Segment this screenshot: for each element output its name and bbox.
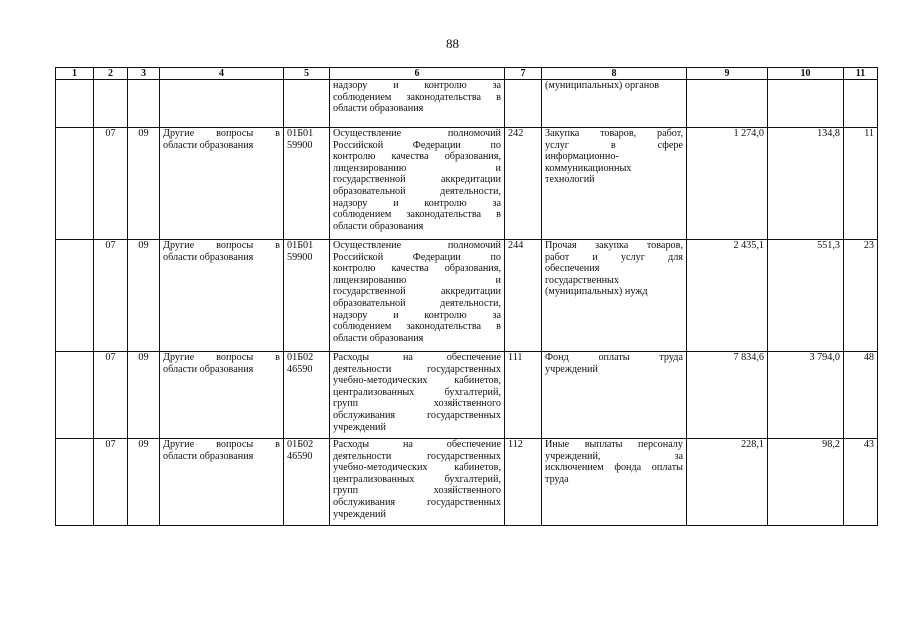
cell-c3: 09 — [128, 352, 160, 439]
column-header-9: 9 — [687, 68, 768, 80]
cell-c6-line: области образования — [333, 332, 424, 344]
column-header-10: 10 — [768, 68, 844, 80]
cell-c7: 242 — [505, 128, 542, 240]
cell-c8-line: Прочая закупка товаров, — [545, 240, 683, 251]
cell-c1 — [56, 439, 94, 526]
cell-c11: 23 — [844, 240, 878, 352]
cell-c6 — [330, 352, 505, 439]
cell-c6-line: централизованных бухгалтерий, — [333, 473, 501, 485]
cell-c5-line: 01Б01 — [287, 128, 314, 139]
cell-c3: 09 — [128, 439, 160, 526]
cell-c9: 1 274,0 — [687, 128, 768, 240]
cell-c10: 3 794,0 — [768, 352, 844, 439]
cell-c9: 2 435,1 — [687, 240, 768, 352]
cell-c1 — [56, 352, 94, 439]
cell-c6-line: деятельности государственных — [333, 450, 501, 462]
cell-c1 — [56, 128, 94, 240]
cell-c9 — [687, 80, 768, 128]
cell-c6-line: лицензированию и — [333, 162, 501, 174]
cell-c5-line: 01Б02 — [287, 439, 314, 450]
cell-c6 — [330, 128, 505, 240]
column-header-3: 3 — [128, 68, 160, 80]
cell-c6 — [330, 80, 505, 128]
table-row — [56, 128, 878, 240]
cell-c6-line: Осуществление полномочий — [333, 128, 501, 139]
page-number: 88 — [446, 36, 459, 51]
cell-c8-line: учреждений — [545, 363, 598, 375]
column-header-11: 11 — [844, 68, 878, 80]
cell-c6-line: Российской Федерации по — [333, 139, 501, 151]
cell-c8-line: исключением фонда оплаты — [545, 462, 683, 474]
cell-c5-line: 59900 — [287, 139, 313, 151]
cell-c2 — [94, 80, 128, 128]
cell-c8 — [542, 240, 687, 352]
table-body — [56, 80, 878, 526]
cell-c9: 7 834,6 — [687, 352, 768, 439]
cell-c8 — [542, 439, 687, 526]
cell-c1 — [56, 240, 94, 352]
cell-c6-line: учебно-методических кабинетов, — [333, 375, 501, 387]
cell-c6-line: надзору и контролю за — [333, 80, 501, 91]
cell-c6-line: соблюдением законодательства в — [333, 321, 501, 333]
budget-table — [55, 67, 878, 526]
cell-c6-line: обслуживания государственных — [333, 409, 501, 421]
cell-c4 — [160, 80, 284, 128]
cell-c2: 07 — [94, 128, 128, 240]
column-header-1: 1 — [56, 68, 94, 80]
header-row — [56, 68, 878, 80]
cell-c6-line: образовательной деятельности, — [333, 185, 501, 197]
cell-c6-line: обслуживания государственных — [333, 496, 501, 508]
cell-c2: 07 — [94, 240, 128, 352]
cell-c10 — [768, 80, 844, 128]
cell-c4-line: области образования — [163, 139, 254, 151]
cell-c8 — [542, 80, 687, 128]
cell-c2: 07 — [94, 352, 128, 439]
cell-c4-line: области образования — [163, 363, 254, 375]
cell-c4-line: Другие вопросы в — [163, 352, 280, 363]
cell-c6-line: области образования — [333, 220, 424, 232]
column-header-6: 6 — [330, 68, 505, 80]
cell-c4 — [160, 439, 284, 526]
cell-c6-line: централизованных бухгалтерий, — [333, 386, 501, 398]
cell-c7 — [505, 80, 542, 128]
cell-c5-line: 01Б02 — [287, 352, 314, 363]
cell-c9: 228,1 — [687, 439, 768, 526]
cell-c6-line: соблюдением законодательства в — [333, 91, 501, 103]
cell-c6-line: Расходы на обеспечение — [333, 352, 501, 363]
table-row — [56, 240, 878, 352]
cell-c6-line: надзору и контролю за — [333, 197, 501, 209]
column-header-4: 4 — [160, 68, 284, 80]
cell-c8-line: государственных — [545, 274, 619, 286]
cell-c6-line: Российской Федерации по — [333, 251, 501, 263]
cell-c5-line: 59900 — [287, 251, 313, 263]
cell-c8-line: работ и услуг для — [545, 251, 683, 263]
cell-c8-line: услуг в сфере — [545, 139, 683, 151]
column-header-8: 8 — [542, 68, 687, 80]
cell-c5 — [284, 240, 330, 352]
cell-c3: 09 — [128, 128, 160, 240]
cell-c8-line: Фонд оплаты труда — [545, 352, 683, 363]
cell-c1 — [56, 80, 94, 128]
cell-c6-line: учебно-методических кабинетов, — [333, 462, 501, 474]
cell-c7: 112 — [505, 439, 542, 526]
cell-c8-line: обеспечения — [545, 263, 600, 275]
cell-c6-line: Осуществление полномочий — [333, 240, 501, 251]
cell-c6-line: групп хозяйственного — [333, 485, 501, 497]
cell-c6-line: групп хозяйственного — [333, 398, 501, 410]
cell-c6-line: соблюдением законодательства в — [333, 209, 501, 221]
cell-c4-line: Другие вопросы в — [163, 128, 280, 139]
cell-c6-line: государственной аккредитации — [333, 286, 501, 298]
cell-c6-line: области образования — [333, 103, 424, 115]
cell-c5-line: 46590 — [287, 450, 313, 462]
cell-c8-line: (муниципальных) нужд — [545, 286, 648, 298]
cell-c8-line: Иные выплаты персоналу — [545, 439, 683, 450]
cell-c8-line: труда — [545, 473, 569, 485]
cell-c8-line: технологий — [545, 174, 595, 186]
table-row — [56, 439, 878, 526]
cell-c4-line: Другие вопросы в — [163, 240, 280, 251]
cell-c7: 244 — [505, 240, 542, 352]
table-row — [56, 352, 878, 439]
cell-c11: 48 — [844, 352, 878, 439]
cell-c8-line: Закупка товаров, работ, — [545, 128, 683, 139]
cell-c10: 551,3 — [768, 240, 844, 352]
cell-c6-line: деятельности государственных — [333, 363, 501, 375]
cell-c10: 98,2 — [768, 439, 844, 526]
cell-c4-line: области образования — [163, 450, 254, 462]
cell-c4 — [160, 128, 284, 240]
cell-c5 — [284, 128, 330, 240]
cell-c5 — [284, 352, 330, 439]
column-header-5: 5 — [284, 68, 330, 80]
cell-c8-line: коммуникационных — [545, 162, 632, 174]
cell-c4 — [160, 240, 284, 352]
column-header-7: 7 — [505, 68, 542, 80]
cell-c11 — [844, 80, 878, 128]
cell-c5-line: 46590 — [287, 363, 313, 375]
cell-c6-line: государственной аккредитации — [333, 174, 501, 186]
column-header-2: 2 — [94, 68, 128, 80]
cell-c10: 134,8 — [768, 128, 844, 240]
cell-c3: 09 — [128, 240, 160, 352]
cell-c6-line: учреждений — [333, 508, 386, 520]
cell-c6-line: учреждений — [333, 421, 386, 433]
cell-c6-line: Расходы на обеспечение — [333, 439, 501, 450]
cell-c5-line: 01Б01 — [287, 240, 314, 251]
cell-c6-line: образовательной деятельности, — [333, 297, 501, 309]
cell-c6-line: контролю качества образования, — [333, 151, 501, 163]
cell-c6-line: контролю качества образования, — [333, 263, 501, 275]
cell-c3 — [128, 80, 160, 128]
cell-c6 — [330, 439, 505, 526]
cell-c11: 43 — [844, 439, 878, 526]
cell-c4 — [160, 352, 284, 439]
cell-c2: 07 — [94, 439, 128, 526]
cell-c8-line: информационно- — [545, 151, 619, 163]
cell-c7: 111 — [505, 352, 542, 439]
cell-c6 — [330, 240, 505, 352]
cell-c5 — [284, 80, 330, 128]
cell-c8 — [542, 352, 687, 439]
cell-c8-line: (муниципальных) органов — [545, 80, 660, 91]
cell-c6-line: лицензированию и — [333, 274, 501, 286]
cell-c11: 11 — [844, 128, 878, 240]
cell-c5 — [284, 439, 330, 526]
cell-c6-line: надзору и контролю за — [333, 309, 501, 321]
cell-c8-line: учреждений, за — [545, 450, 683, 462]
cell-c8 — [542, 128, 687, 240]
cell-c4-line: Другие вопросы в — [163, 439, 280, 450]
table-row — [56, 80, 878, 128]
cell-c4-line: области образования — [163, 251, 254, 263]
